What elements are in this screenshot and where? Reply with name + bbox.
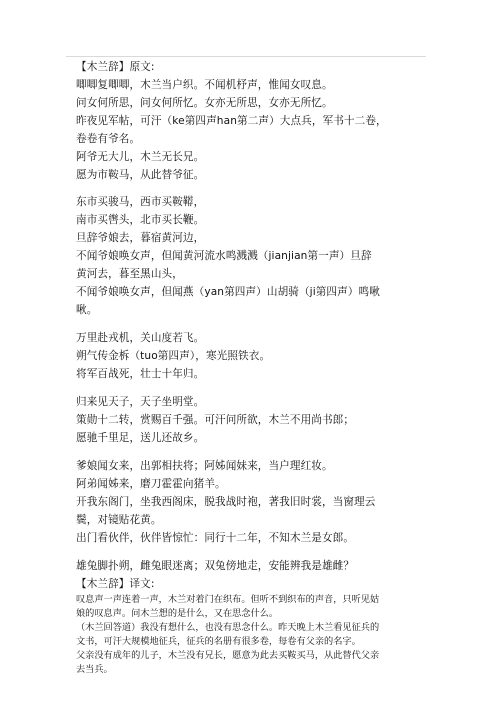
stanza-line: 愿驰千里足，送儿还故乡。 [76,432,205,444]
translation-line: 文书，可汗大规模地征兵，征兵的名册有很多卷，每卷有父亲的名字。 [76,636,361,647]
top-divider [66,56,426,57]
stanza-line: 阿爷无大儿，木兰无长兄。 [76,151,205,163]
stanza-line: 黄河去，暮至黑山头， [76,268,183,280]
translation-line: 娘的叹息声。问木兰想的是什么，又在思念什么。 [76,608,279,619]
stanza-line: 南市买辔头，北市买长鞭。 [76,214,205,226]
stanza-1 [76,76,436,184]
stanza-line: 啾。 [76,304,98,316]
stanza-line: 阿弟闻姊来，磨刀霍霍向猪羊。 [76,478,226,490]
original-heading: 【木兰辞】原文: [76,61,155,73]
stanza-line: 不闻爷娘唤女声，但闻燕（yan第四声）山胡骑（ji第四声）鸣啾 [76,286,380,298]
stanza-line: 开我东阁门，坐我西阁床，脱我战时袍，著我旧时裳，当窗理云 [76,496,376,508]
translation-line: 叹息声一声连着一声，木兰对着门在织布。但听不到织布的声音，只听见姑 [76,594,380,605]
document-body [76,58,436,677]
translation-line: 父亲没有成年的儿子，木兰没有兄长，愿意为此去买鞍买马，从此替代父亲 [76,650,380,661]
stanza-6 [76,557,436,575]
translation-line: （木兰回答道）我没有想什么，也没有思念什么。昨天晚上木兰看见征兵的 [76,622,380,633]
stanza-line: 东市买骏马，西市买鞍鞯， [76,196,205,208]
stanza-line: 雄兔脚扑朔，雌兔眼迷离；双兔傍地走，安能辨我是雄雌？ [76,560,355,572]
stanza-line: 鬓，对镜贴花黄。 [76,514,162,526]
stanza-line: 愿为市鞍马，从此替爷征。 [76,169,205,181]
stanza-line: 问女何所思，问女何所忆。女亦无所思，女亦无所忆。 [76,97,333,109]
stanza-line: 出门看伙伴，伙伴皆惊忙：同行十二年，不知木兰是女郎。 [76,532,355,544]
translation-line: 去当兵。 [76,664,113,675]
stanza-line: 策勋十二转，赏赐百千强。可汗问所欲，木兰不用尚书郎； [76,414,355,426]
stanza-3 [76,329,436,383]
translation-body [76,593,436,677]
stanza-line: 不闻爷娘唤女声，但闻黄河流水鸣溅溅（jianjian第一声）旦辞 [76,250,372,262]
stanza-line: 爹娘闻女来，出郭相扶将；阿姊闻妹来，当户理红妆。 [76,460,333,472]
stanza-line: 旦辞爷娘去，暮宿黄河边， [76,232,205,244]
stanza-line: 朔气传金柝（tuo第四声），寒光照铁衣。 [76,350,271,362]
stanza-line: 万里赴戎机，关山度若飞。 [76,332,205,344]
stanza-4 [76,393,436,447]
stanza-line: 昨夜见军帖，可汗（ke第四声han第二声）大点兵，军书十二卷， [76,115,387,127]
stanza-5 [76,457,436,547]
translation-heading: 【木兰辞】译文: [76,578,155,590]
stanza-line: 归来见天子，天子坐明堂。 [76,396,205,408]
stanza-line: 将军百战死，壮士十年归。 [76,368,205,380]
stanza-line: 唧唧复唧唧，木兰当户织。不闻机杼声，惟闻女叹息。 [76,79,333,91]
stanza-2 [76,193,436,319]
stanza-line: 卷卷有爷名。 [76,133,141,145]
